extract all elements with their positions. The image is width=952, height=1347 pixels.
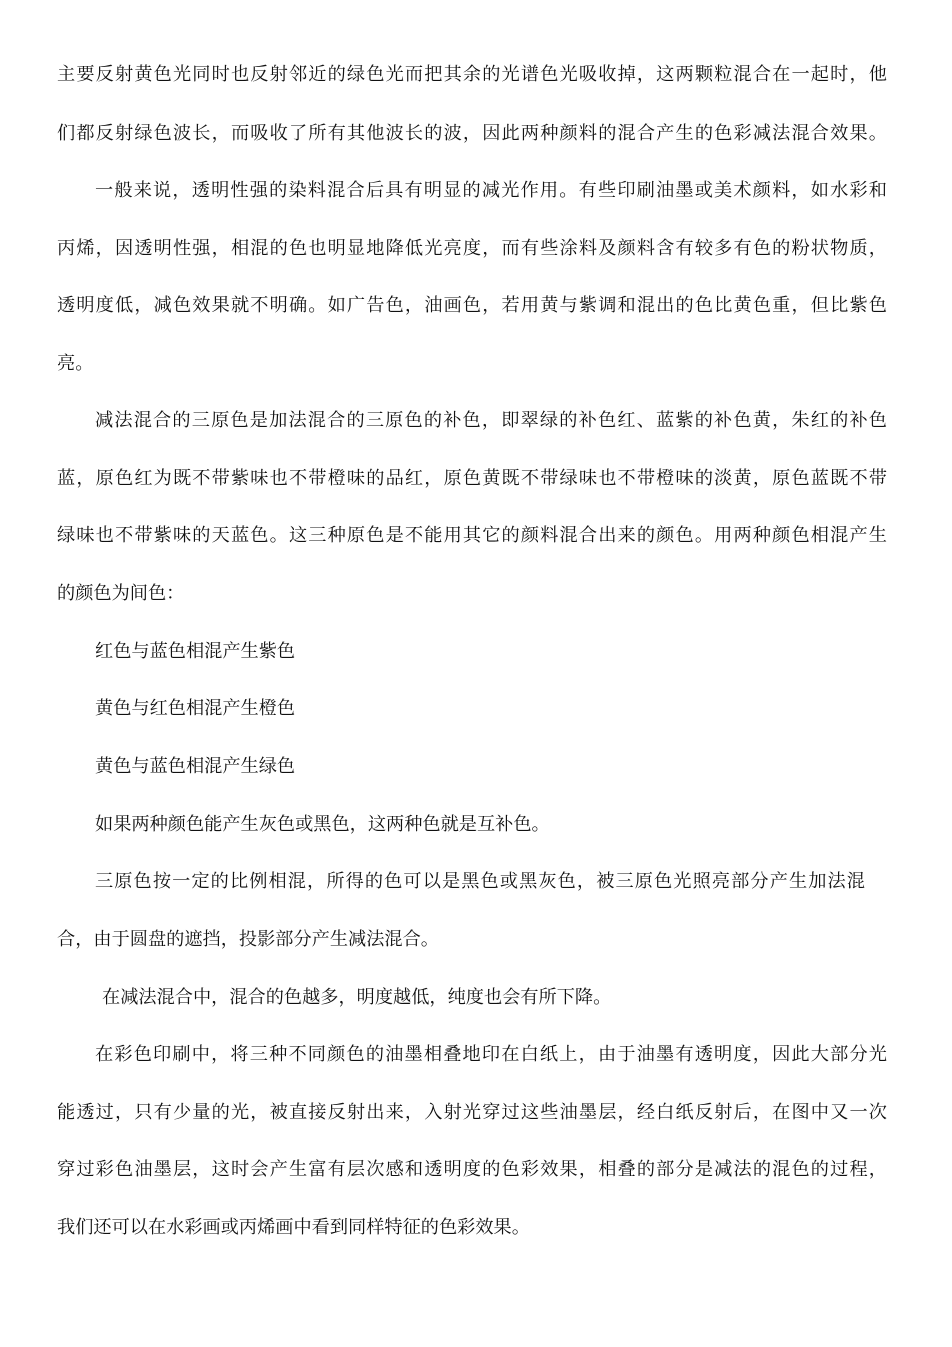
- text-line: 一般来说，透明性强的染料混合后具有明显的减光作用。有些印刷油墨或美术颜料，如水彩和: [95, 180, 887, 201]
- text-line: 穿过彩色油墨层，这时会产生富有层次感和透明度的色彩效果，相叠的部分是减法的混色的过程，: [57, 1159, 887, 1180]
- text-line: 主要反射黄色光同时也反射邻近的绿色光而把其余的光谱色光吸收掉，这两颗粒混合在一起时，他: [57, 64, 887, 85]
- text-line: 蓝，原色红为既不带紫味也不带橙味的品红，原色黄既不带绿味也不带橙味的淡黄，原色蓝既不带: [57, 468, 887, 489]
- text-line: 亮。: [57, 353, 94, 374]
- text-line: 丙烯，因透明性强，相混的色也明显地降低光亮度，而有些涂料及颜料含有较多有色的粉状物质，: [57, 238, 887, 259]
- text-line: 能透过，只有少量的光，被直接反射出来，入射光穿过这些油墨层，经白纸反射后，在图中又一次: [57, 1102, 887, 1123]
- text-line: 减法混合的三原色是加法混合的三原色的补色，即翠绿的补色红、蓝紫的补色黄，朱红的补色: [95, 410, 887, 431]
- text-line: 的颜色为间色：: [57, 583, 185, 604]
- text-line: 在彩色印刷中，将三种不同颜色的油墨相叠地印在白纸上，由于油墨有透明度，因此大部分光: [95, 1044, 887, 1065]
- text-line: 我们还可以在水彩画或丙烯画中看到同样特征的色彩效果。: [57, 1217, 530, 1238]
- text-line: 透明度低，减色效果就不明确。如广告色，油画色，若用黄与紫调和混出的色比黄色重，但比紫色: [57, 295, 887, 316]
- text-line: 绿味也不带紫味的天蓝色。这三种原色是不能用其它的颜料混合出来的颜色。用两种颜色相混产生: [57, 525, 887, 546]
- text-line: 红色与蓝色相混产生紫色: [95, 641, 296, 662]
- text-line: 合，由于圆盘的遮挡，投影部分产生减法混合。: [57, 929, 439, 950]
- text-line: 如果两种颜色能产生灰色或黑色，这两种色就是互补色。: [95, 814, 550, 835]
- text-line: 在减法混合中，混合的色越多，明度越低，纯度也会有所下降。: [102, 987, 612, 1008]
- text-line: 三原色按一定的比例相混，所得的色可以是黑色或黑灰色，被三原色光照亮部分产生加法混: [95, 871, 865, 892]
- text-line: 黄色与蓝色相混产生绿色: [95, 756, 296, 777]
- text-line: 黄色与红色相混产生橙色: [95, 698, 296, 719]
- text-line: 们都反射绿色波长，而吸收了所有其他波长的波，因此两种颜料的混合产生的色彩减法混合效果。: [57, 123, 887, 144]
